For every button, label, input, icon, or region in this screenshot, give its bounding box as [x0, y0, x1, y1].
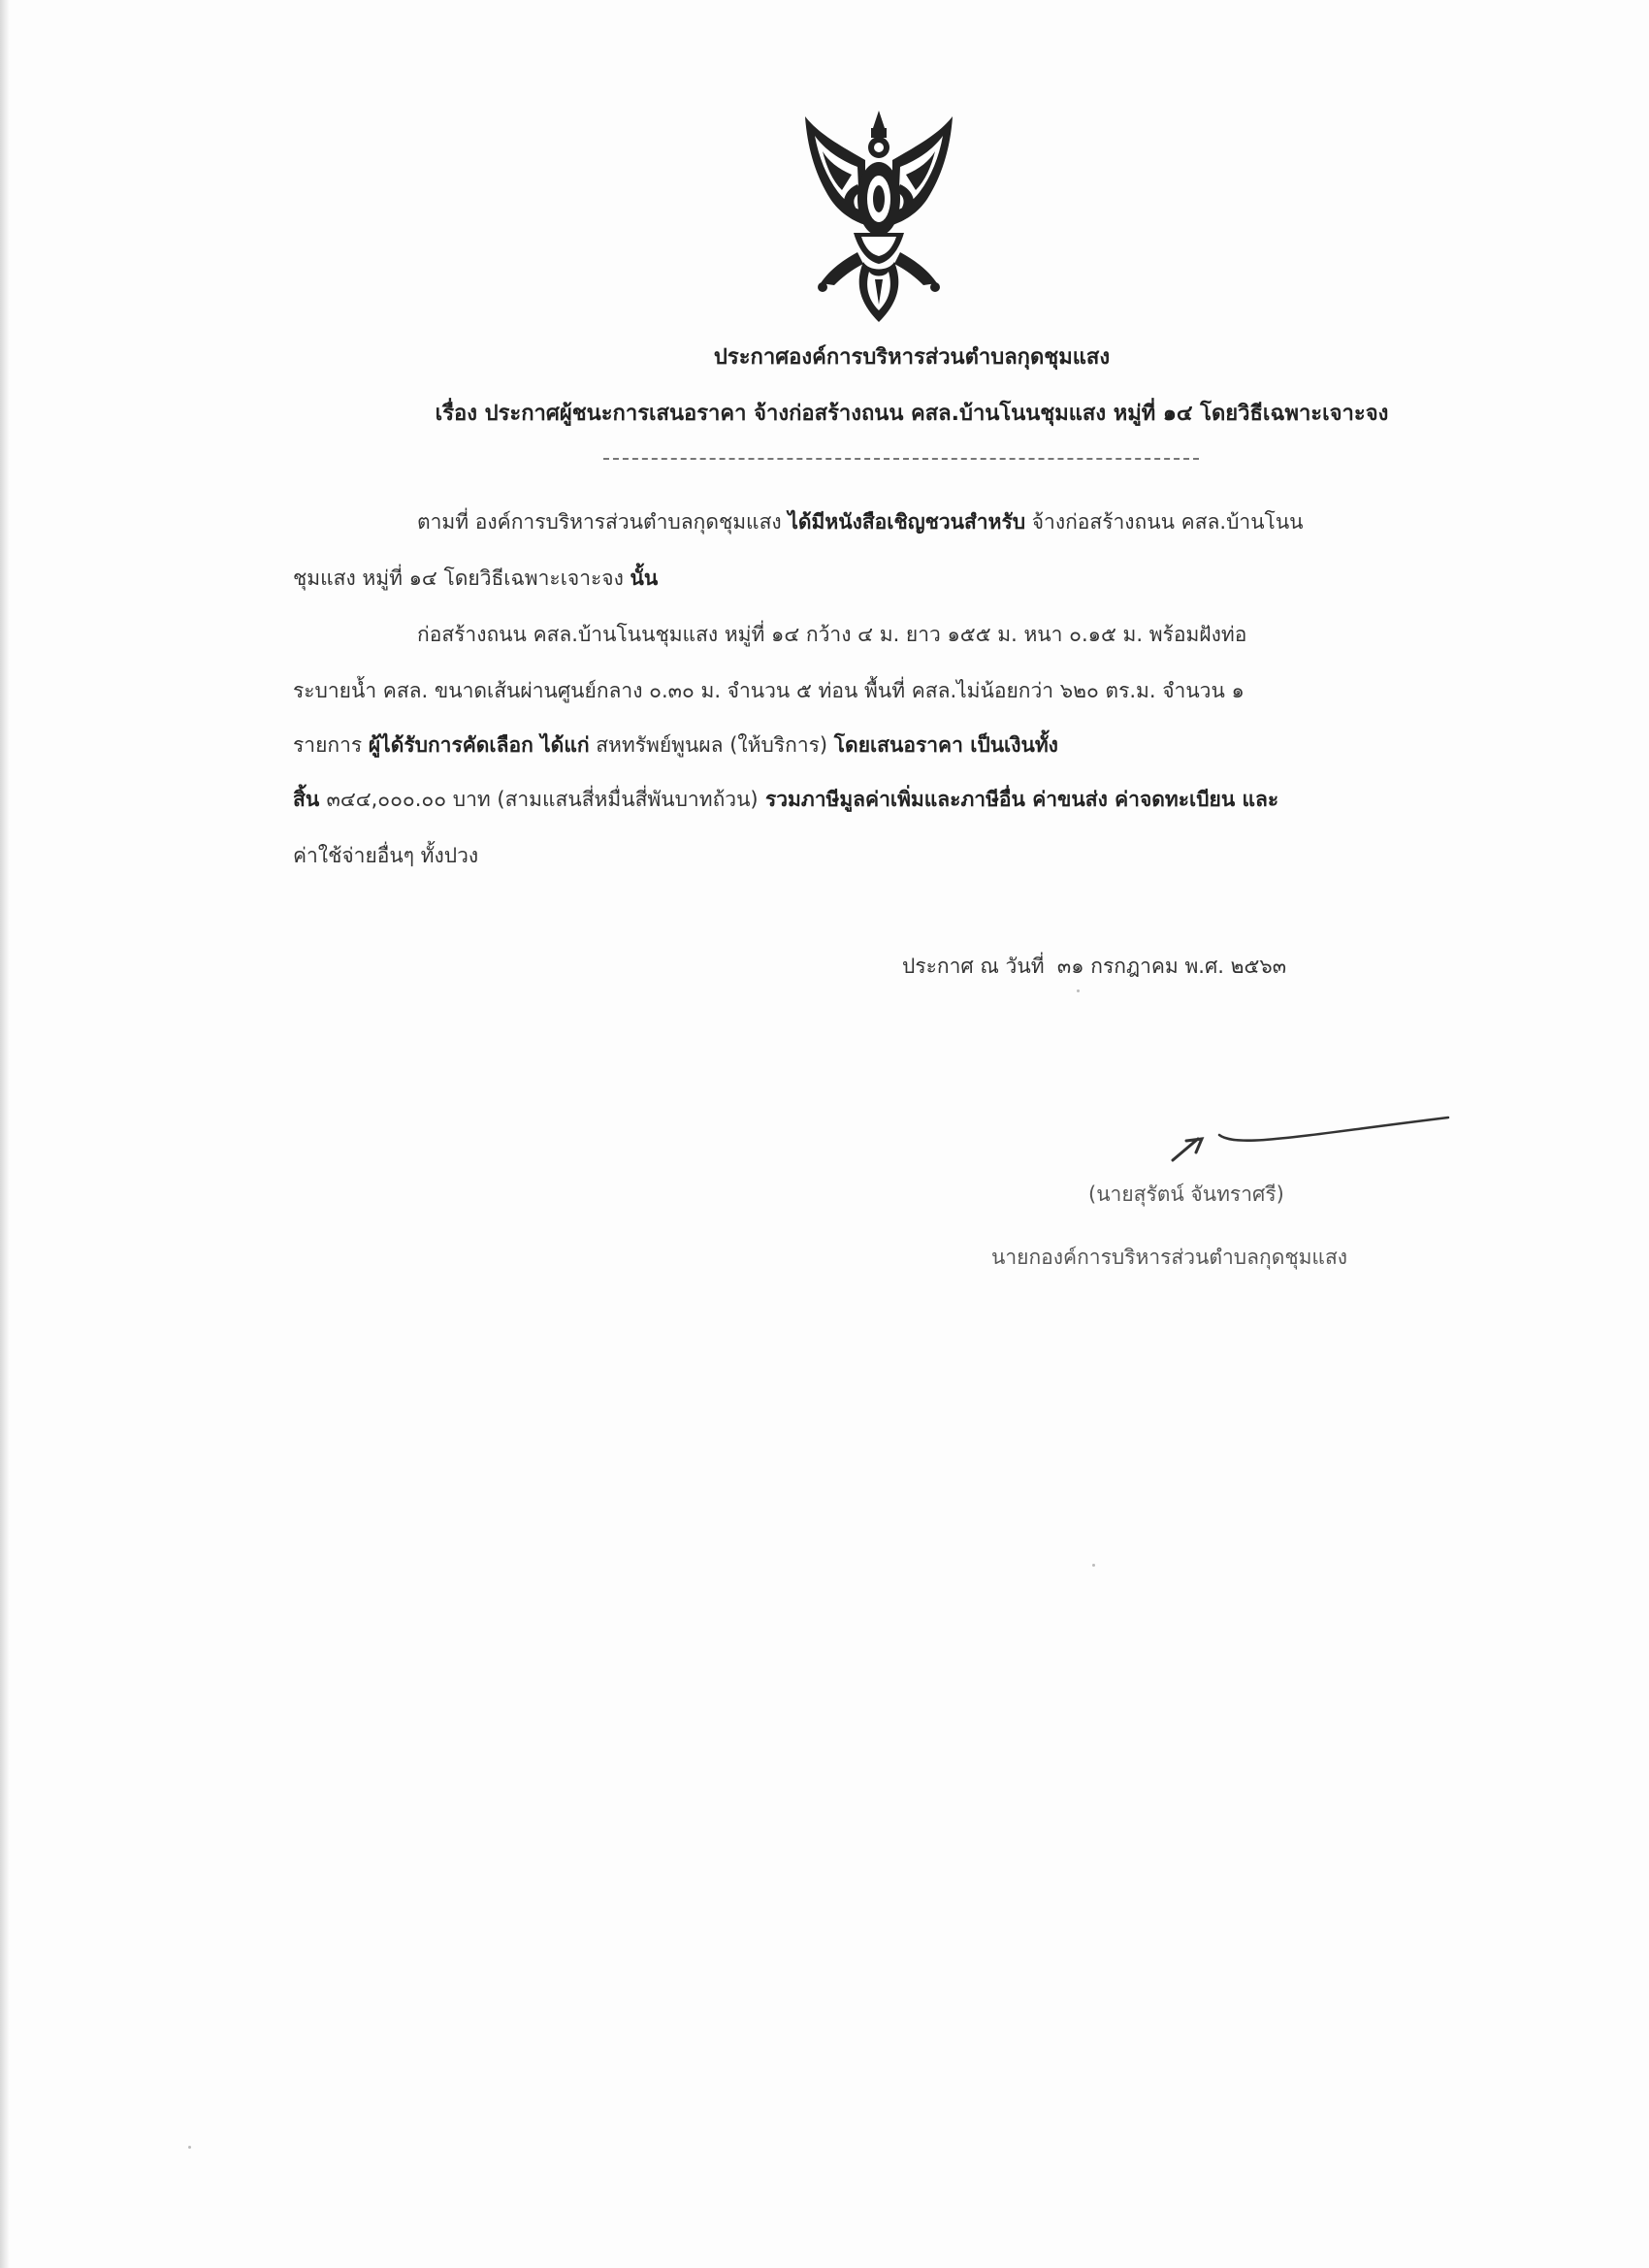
p1-text-e: นั้น	[630, 567, 659, 590]
signer-name: (นายสุรัตน์ จันทราศรี)	[1088, 1183, 1284, 1206]
signer-position: นายกองค์การบริหารส่วนตำบลกุดชุมแสง	[991, 1246, 1348, 1269]
p1-text-a: ตามที่ องค์การบริหารส่วนตำบลกุดชุมแสง	[417, 510, 789, 534]
p2-text-g: รวมภาษีมูลค่าเพิ่มและภาษีอื่น ค่าขนส่ง ค่าจดทะเบียน และ	[758, 788, 1279, 811]
garuda-emblem-icon	[801, 107, 956, 325]
p1-text-c: จ้างก่อสร้างถนน คสล.บ้านโนน	[1025, 510, 1304, 534]
paragraph-1-line-2	[293, 563, 658, 595]
subject-line: เรื่อง ประกาศผู้ชนะการเสนอราคา จ้างก่อสร้างถนน คสล.บ้านโนนชุมแสง หมู่ที่ ๑๔ โดยวิธีเฉพาะเจาะจง	[435, 402, 1389, 426]
p1-text-d: ชุมแสง หมู่ที่ ๑๔ โดยวิธีเฉพาะเจาะจง	[293, 567, 630, 590]
paragraph-2-line-2: ระบายน้ำ คสล. ขนาดเส้นผ่านศูนย์กลาง ๐.๓๐ ม. จำนวน ๕ ท่อน พื้นที่ คสล.ไม่น้อยกว่า ๖๒๐ ตร.ม. จำนวน ๑	[293, 679, 1245, 702]
date-label: ประกาศ ณ วันที่	[902, 955, 1045, 978]
p2-text-e: สิ้น	[293, 788, 327, 811]
scan-edge-shadow	[0, 0, 10, 2268]
p2-text-b: ผู้ได้รับการคัดเลือก ได้แก่	[368, 733, 590, 757]
p2-text-c: สหทรัพย์พูนผล (ให้บริการ)	[589, 733, 834, 757]
announcement-title: ประกาศองค์การบริหารส่วนตำบลกุดชุมแสง	[713, 345, 1111, 370]
paragraph-2-line-3	[293, 729, 1058, 761]
scan-speck	[1092, 1564, 1095, 1567]
paragraph-2-line-4	[293, 784, 1278, 816]
paragraph-2-line-1: ก่อสร้างถนน คสล.บ้านโนนชุมแสง หมู่ที่ ๑๔ กว้าง ๔ ม. ยาว ๑๕๕ ม. หนา ๐.๑๕ ม. พร้อมฝังท่อ	[417, 623, 1247, 646]
separator-line	[603, 458, 1199, 460]
scan-speck	[188, 2146, 191, 2149]
p2-text-f: ๓๔๔,๐๐๐.๐๐ บาท (สามแสนสี่หมื่นสี่พันบาทถ้วน)	[326, 788, 759, 811]
paragraph-1-line-1	[417, 506, 1304, 538]
date-value: ๓๑ กรกฎาคม พ.ศ. ๒๕๖๓	[1056, 955, 1287, 978]
paragraph-2-line-5: ค่าใช้จ่ายอื่นๆ ทั้งปวง	[293, 844, 479, 867]
announcement-date	[902, 951, 1286, 983]
scan-speck	[1077, 989, 1080, 992]
p1-text-b: ได้มีหนังสือเชิญชวนสำหรับ	[788, 510, 1026, 534]
p2-text-d: โดยเสนอราคา เป็นเงินทั้ง	[833, 733, 1058, 757]
handwritten-signature	[1169, 1106, 1450, 1166]
p2-text-a: รายการ	[293, 733, 369, 757]
